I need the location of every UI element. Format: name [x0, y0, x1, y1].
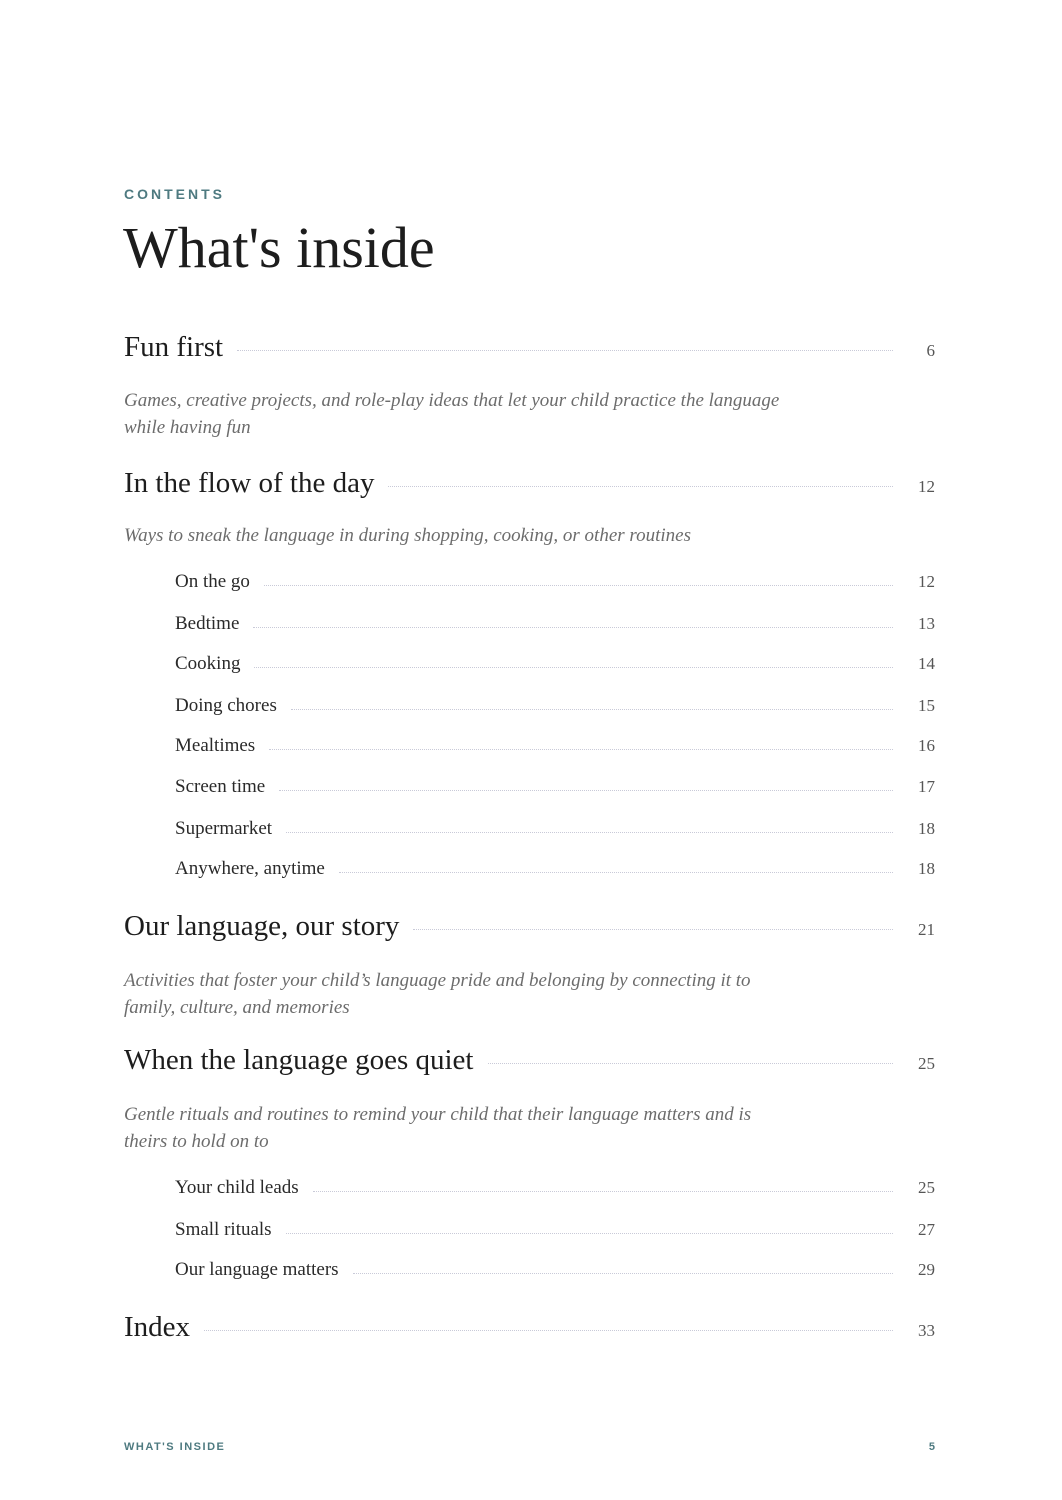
toc-leader [488, 1063, 894, 1064]
toc-subentry-small-rituals[interactable] [175, 1215, 935, 1245]
toc-leader [313, 1191, 893, 1192]
toc-page-number: 15 [918, 696, 935, 715]
toc-leader [264, 585, 893, 586]
toc-leader [204, 1330, 893, 1331]
toc-page-number: 21 [918, 920, 935, 939]
toc-subentry-title: Doing chores [175, 695, 277, 716]
toc-leader [339, 872, 893, 873]
toc-entry-index[interactable] [124, 1307, 935, 1347]
toc-leader [253, 627, 893, 628]
toc-page-number: 12 [918, 477, 935, 496]
toc-entry-when-the-language-goes-quiet[interactable] [124, 1040, 935, 1080]
toc-subentry-title: Cooking [175, 653, 241, 674]
toc-leader [286, 1233, 893, 1234]
toc-subentry-your-child-leads[interactable] [175, 1173, 935, 1203]
toc-leader [388, 486, 893, 487]
toc-leader [291, 709, 893, 710]
toc-entry-title: Our language, our story [124, 909, 400, 942]
toc-page-number: 25 [918, 1054, 935, 1073]
toc-subentry-title: On the go [175, 571, 250, 592]
toc-leader [269, 749, 893, 750]
toc-entry-description: Gentle rituals and routines to remind your child that their language matters and is theirs to hold on to [124, 1104, 752, 1152]
toc-subentry-mealtimes[interactable] [175, 731, 935, 761]
toc-leader [353, 1273, 893, 1274]
toc-leader [279, 790, 893, 791]
toc-subentry-title: Mealtimes [175, 735, 256, 756]
toc-page-number: 12 [918, 572, 935, 591]
toc-subentry-cooking[interactable] [175, 649, 935, 679]
toc-leader [413, 929, 893, 930]
toc-page-number: 18 [918, 859, 935, 878]
toc-subentry-screen-time[interactable] [175, 772, 935, 802]
toc-entry-fun-first[interactable] [124, 327, 935, 367]
toc-entry-description: Activities that foster your child’s language pride and belonging by connecting it to family, culture, and memories [124, 970, 751, 1018]
toc-page-number: 25 [918, 1178, 935, 1197]
toc-page-number: 16 [918, 736, 935, 755]
toc-entry-in-the-flow-of-the-day[interactable] [124, 463, 935, 503]
toc-entry-title: In the flow of the day [124, 466, 375, 499]
toc-page-number: 17 [918, 777, 935, 796]
toc-entry-description: Games, creative projects, and role-play ideas that let your child practice the language while having fun [124, 390, 780, 438]
toc-entry-description: Ways to sneak the language in during shopping, cooking, or other routines [124, 525, 691, 546]
toc-entry-our-language-our-story[interactable] [124, 906, 935, 946]
running-footer-title: WHAT'S INSIDE [124, 1441, 226, 1453]
toc-page-number: 14 [918, 654, 935, 673]
toc-leader [254, 667, 893, 668]
toc-subentry-title: Your child leads [175, 1177, 299, 1198]
toc-subentry-bedtime[interactable] [175, 609, 935, 639]
toc-page-number: 29 [918, 1260, 935, 1279]
toc-page-number: 33 [918, 1321, 935, 1340]
toc-page-number: 6 [926, 341, 935, 360]
toc-subentry-title: Our language matters [175, 1259, 339, 1280]
toc-entry-title: Fun first [124, 330, 224, 363]
toc-subentry-title: Screen time [175, 776, 266, 797]
toc-subentry-doing-chores[interactable] [175, 691, 935, 721]
toc-subentry-title: Bedtime [175, 613, 240, 634]
toc-subentry-title: Supermarket [175, 818, 273, 839]
toc-entry-title: Index [124, 1310, 191, 1343]
toc-page-number: 13 [918, 614, 935, 633]
toc-leader [237, 350, 893, 351]
page-number: 5 [928, 1441, 935, 1453]
toc-entry-title: When the language goes quiet [124, 1043, 474, 1076]
toc-page-number: 18 [918, 819, 935, 838]
toc-subentry-title: Anywhere, anytime [175, 858, 325, 879]
toc-subentry-on-the-go[interactable] [175, 567, 935, 597]
toc-subentry-title: Small rituals [175, 1219, 272, 1240]
page-title: What's inside [123, 215, 435, 280]
section-eyebrow: CONTENTS [124, 186, 225, 202]
toc-leader [286, 832, 893, 833]
toc-page-number: 27 [918, 1220, 935, 1239]
toc-subentry-our-language-matters[interactable] [175, 1255, 935, 1285]
toc-subentry-anywhere-anytime[interactable] [175, 854, 935, 884]
toc-subentry-supermarket[interactable] [175, 814, 935, 844]
